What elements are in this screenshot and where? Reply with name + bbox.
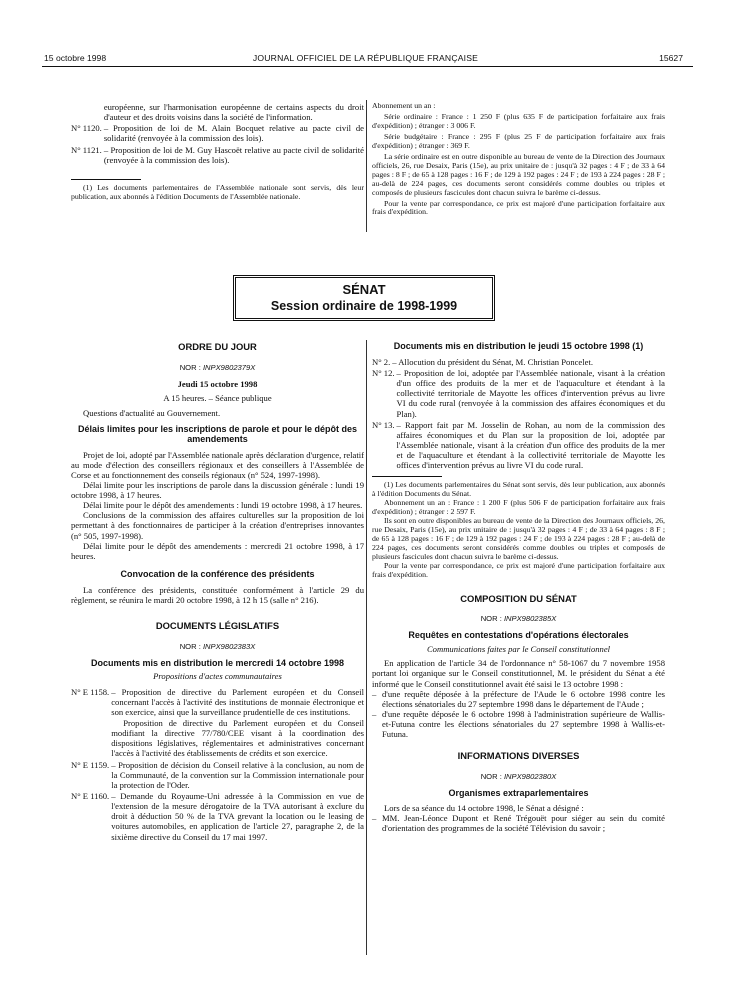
list-item — [71, 145, 364, 165]
delais-title: Délais limites pour les inscriptions de parole et pour le dépôt des amendements — [77, 423, 358, 444]
item-number: N° 1121. — [71, 144, 102, 155]
list-item: – MM. Jean-Léonce Dupont et René Trégouët pour siéger au sein du comité d'orientation des programmes de la société Télévision du savoir ; — [372, 812, 665, 833]
item-text: – Rapport fait par M. Josselin de Rohan, au nom de la commission des affaires économiques et du Plan sur la proposition de loi, adoptée par l'Assemblée nationale, visant à la création d'un office des produits de la mer et de l'aquaculture et étendant à la collectivité territoriale de Mayotte les offices d'intervention prévus au livre VI du code rural. — [396, 419, 665, 471]
nor-code: INPX9802383X — [202, 641, 256, 651]
list-item — [71, 760, 364, 790]
footnote-mail-order: Pour la vente par correspondance, ce prix est majoré d'une participation forfaitaire aux frais d'expédition. — [372, 561, 665, 579]
documents-distribution-title: Documents mis en distribution le jeudi 15 octobre 1998 (1) — [393, 341, 644, 351]
top-right-column — [372, 102, 665, 217]
list-item — [71, 102, 364, 122]
header-rule — [42, 66, 693, 67]
requete-item: d'une requête déposée le 6 octobre 1998 à l'administration supérieure de Wallis-et-Futuna contre les élections sénatoriales du 27 septembre 1998 à Wallis-et-Futuna. — [382, 708, 665, 740]
header-journal-title: JOURNAL OFFICIEL DE LA RÉPUBLIQUE FRANÇAISE — [252, 53, 479, 63]
nor-reference: NOR : INPX9802379X — [179, 363, 256, 373]
delais-paragraph: Délai limite pour le dépôt des amendements : lundi 19 octobre 1998, à 17 heures. — [83, 500, 363, 511]
header-date: 15 octobre 1998 — [44, 53, 107, 63]
item-number: N° 2. — [372, 356, 391, 367]
session-title: Session ordinaire de 1998-1999 — [270, 299, 458, 314]
informations-title: INFORMATIONS DIVERSES — [457, 750, 580, 762]
footnote: (1) Les documents parlementaires du Sénat sont servis, dès leur publication, aux abonnés à l'édition Documents du Sénat. — [372, 480, 665, 499]
column-divider-top — [366, 100, 367, 232]
composition-title: COMPOSITION DU SÉNAT — [460, 592, 577, 604]
delais-paragraph: Délai limite pour les inscriptions de parole dans la discussion générale : lundi 19 octobre 1998, à 17 heures. — [71, 479, 364, 501]
list-item — [71, 718, 364, 759]
nor-reference: NOR : INPX9802383X — [179, 641, 256, 651]
list-item — [372, 357, 665, 367]
item-text: – Proposition de directive du Parlement européen et du Conseil concernant l'accès à l'activité des institutions de monnaie électronique et son exercice, ainsi que la surveillance prudentielle de ces institutions. — [111, 686, 364, 717]
delais-paragraph: Délai limite pour le dépôt des amendements : mercredi 21 octobre 1998, à 17 heures. — [71, 540, 364, 561]
list-item — [71, 687, 364, 717]
propositions-subtitle: Propositions d'actes communautaires — [153, 671, 282, 682]
footnote-rule — [71, 179, 141, 180]
item-text: – Proposition de loi de M. Guy Hascoët relative au pacte civil de solidarité (renvoyée à la commission des lois). — [103, 144, 364, 165]
list-item — [71, 791, 364, 842]
sales-info: La série ordinaire est en outre disponible au bureau de vente de la Direction des Journaux officiels, 26, rue Desaix, Paris (15e), au prix unitaire de : jusqu'à 32 pages : 4 F ; de 33 à 64 pages : 8 F ; de 65 à 128 pages : 16 F ; de 129 à 192 pages : 24 F ; de 193 à 224 pages : 28 F ; au-delà de 224 pages, ces documents seront considérés comme doubles ou triples et composés de plusieurs fascicules dont chacun suivra le barème ci-dessus. — [372, 151, 665, 197]
header-page-number: 15627 — [659, 53, 683, 63]
footnote-subscription: Abonnement un an : France : 1 200 F (plus 506 F de participation forfaitaire aux frais d'expédition) ; étranger : 2 597 F. — [372, 498, 665, 517]
nor-code: INPX9802380X — [503, 771, 557, 781]
item-text: – Proposition de décision du Conseil relative à la conclusion, au nom de la Communauté, de la convention sur la Commission internationale pour la protection de l'Oder. — [111, 759, 364, 790]
list-item — [71, 123, 364, 143]
date-title: Jeudi 15 octobre 1998 — [177, 379, 258, 390]
documents-distribution-title: Documents mis en distribution le mercredi 14 octobre 1998 — [90, 657, 345, 668]
convocation-paragraph: La conférence des présidents, constituée conformément à l'article 29 du règlement, se réunira le mardi 20 octobre 1998, à 12 h 15 (salle n° 216). — [71, 584, 364, 606]
list-item: – d'une requête déposée le 6 octobre 1998 à l'administration supérieure de Wallis-et-Futuna contre les élections sénatoriales du 27 septembre 1998 à Wallis-et-Futuna. — [372, 708, 665, 740]
nor-code: INPX9802385X — [503, 614, 557, 624]
e-items-list — [71, 687, 364, 842]
requetes-title: Requêtes en contestations d'opérations électorales — [408, 630, 629, 641]
organismes-paragraph: Lors de sa séance du 14 octobre 1998, le Sénat a désigné : — [384, 802, 584, 813]
footnote-sales: Ils sont en outre disponibles au bureau de vente de la Direction des Journaux officiels, 26, rue Desaix, Paris (15e), au prix unitaire de : jusqu'à 32 pages : 4 F ; de 33 à 64 pages : 8 F ; de 65 à 128 pages : 16 F ; de 129 à 192 pages : 24 F ; de 193 à 224 pages : 28 F ; au-delà de 224 pages, ces documents seront considérés comme doubles ou triples et composés de plusieurs fascicules dont chacun suivra le barème ci-dessus. — [372, 516, 665, 562]
right-main-column — [372, 342, 665, 833]
session-time: A 15 heures. – Séance publique — [163, 393, 272, 404]
column-divider-main — [366, 340, 367, 955]
footnote-rule — [372, 476, 442, 477]
documents-legislatifs-title: DOCUMENTS LÉGISLATIFS — [155, 620, 280, 632]
item-number: N° E 1158. — [71, 686, 110, 697]
delais-paragraph: Projet de loi, adopté par l'Assemblée nationale après déclaration d'urgence, relatif au mode d'élection des conseillers régionaux et des conseillers à l'Assemblée de Corse et au fonctionnement des conseils régionaux (n° 524, 1997-1998). — [71, 449, 364, 480]
item-text: – Proposition de loi, adoptée par l'Assemblée nationale, visant à la création d'un office des produits de la mer et de l'aquaculture et étendant à la collectivité territoriale de Mayotte les offices d'intervention prévus au livre VI du code rural (renvoyée à la commission des affaires économiques et du Plan). — [396, 368, 665, 419]
top-left-column — [71, 102, 364, 202]
mail-order-info: Pour la vente par correspondance, ce prix est majoré d'une participation forfaitaire aux frais d'expédition. — [372, 198, 665, 217]
convocation-title: Convocation de la conférence des présidents — [120, 569, 315, 580]
documents-list — [372, 357, 665, 471]
item-text: – Proposition de loi de M. Alain Bocquet relative au pacte civil de solidarité (renvoyée à la commission des lois). — [103, 123, 364, 144]
nor-code: INPX9802379X — [202, 363, 256, 373]
nor-reference: NOR : INPX9802380X — [480, 771, 557, 781]
ordre-du-jour-title: ORDRE DU JOUR — [178, 341, 257, 352]
communications-subtitle: Communications faites par le Conseil constitutionnel — [426, 644, 611, 655]
list-item: – d'une requête déposée à la préfecture de l'Aude le 6 octobre 1998 contre les élections sénatoriales du 27 septembre 1998 dans le département de l'Aude ; — [372, 688, 665, 709]
footnote: (1) Les documents parlementaires de l'Assemblée nationale sont servis, dès leur publication, aux abonnés à l'édition Documents de l'Assemblée nationale. — [71, 182, 364, 201]
item-number: N° E 1159. — [71, 759, 110, 770]
item-number: N° 13. — [372, 419, 395, 430]
requetes-paragraph: En application de l'article 34 de l'ordonnance n° 58-1067 du 7 novembre 1958 portant loi organique sur le Conseil constitutionnel, M. le président du Sénat a été informé que le Conseil constitutionnel avait été saisi le 13 octobre 1998 : — [372, 658, 665, 689]
delais-paragraph: Conclusions de la commission des affaires culturelles sur la proposition de loi permettant à des fonctionnaires de participer à la création d'entreprises innovantes (n° 505, 1997-1998). — [71, 510, 364, 541]
requete-item: d'une requête déposée à la préfecture de l'Aude le 6 octobre 1998 contre les élections sénatoriales du 27 septembre 1998 dans le département de l'Aude ; — [382, 688, 665, 709]
item-text: – Allocution du président du Sénat, M. Christian Poncelet. — [392, 356, 593, 367]
list-item — [372, 420, 665, 471]
left-main-column — [71, 342, 364, 843]
item-text: – Demande du Royaume-Uni adressée à la Commission en vue de l'extension de la mesure dérogatoire de la TVA autorisant à exclure du droit à déduction 50 % de la TVA grevant la location ou le leasing de voitures automobiles, en application de l'article 27, paragraphe 2, de la sixième directive du Conseil du 17 mai 1997. — [111, 790, 364, 842]
item-number: N° E 1160. — [71, 790, 110, 801]
nor-reference: NOR : INPX9802385X — [480, 614, 557, 624]
item-number: N° 12. — [372, 368, 395, 379]
senat-title: SÉNAT — [342, 282, 386, 297]
organisme-item: MM. Jean-Léonce Dupont et René Trégouët pour siéger au sein du comité d'orientation des programmes de la société Télévision du savoir ; — [382, 812, 665, 833]
list-item — [372, 368, 665, 419]
item-number: N° 1120. — [71, 123, 102, 134]
subscription-budgetaire: Série budgétaire : France : 295 F (plus 25 F de participation forfaitaire aux frais d'expédition) ; étranger : 369 F. — [372, 131, 665, 150]
questions-text: Questions d'actualité au Gouvernement. — [83, 407, 221, 418]
senat-title-box — [233, 275, 495, 321]
subscription-heading: Abonnement un an : — [372, 101, 436, 110]
item-text: Proposition de directive du Parlement européen et du Conseil modifiant la directive 77/780/CEE visant à la coordination des dispositions législatives, réglementaires et administratives concernant l'accès à l'activité des établissements de crédits et son exercice. — [111, 717, 364, 759]
subscription-ordinaire: Série ordinaire : France : 1 250 F (plus 635 F de participation forfaitaire aux frais d'expédition) ; étranger : 3 006 F. — [372, 111, 665, 130]
running-header — [40, 53, 691, 65]
organismes-title: Organismes extraparlementaires — [448, 787, 589, 798]
continued-text: européenne, sur l'harmonisation européenne de certains aspects du droit d'auteur et des droits voisins dans la société de l'information. — [103, 102, 364, 123]
